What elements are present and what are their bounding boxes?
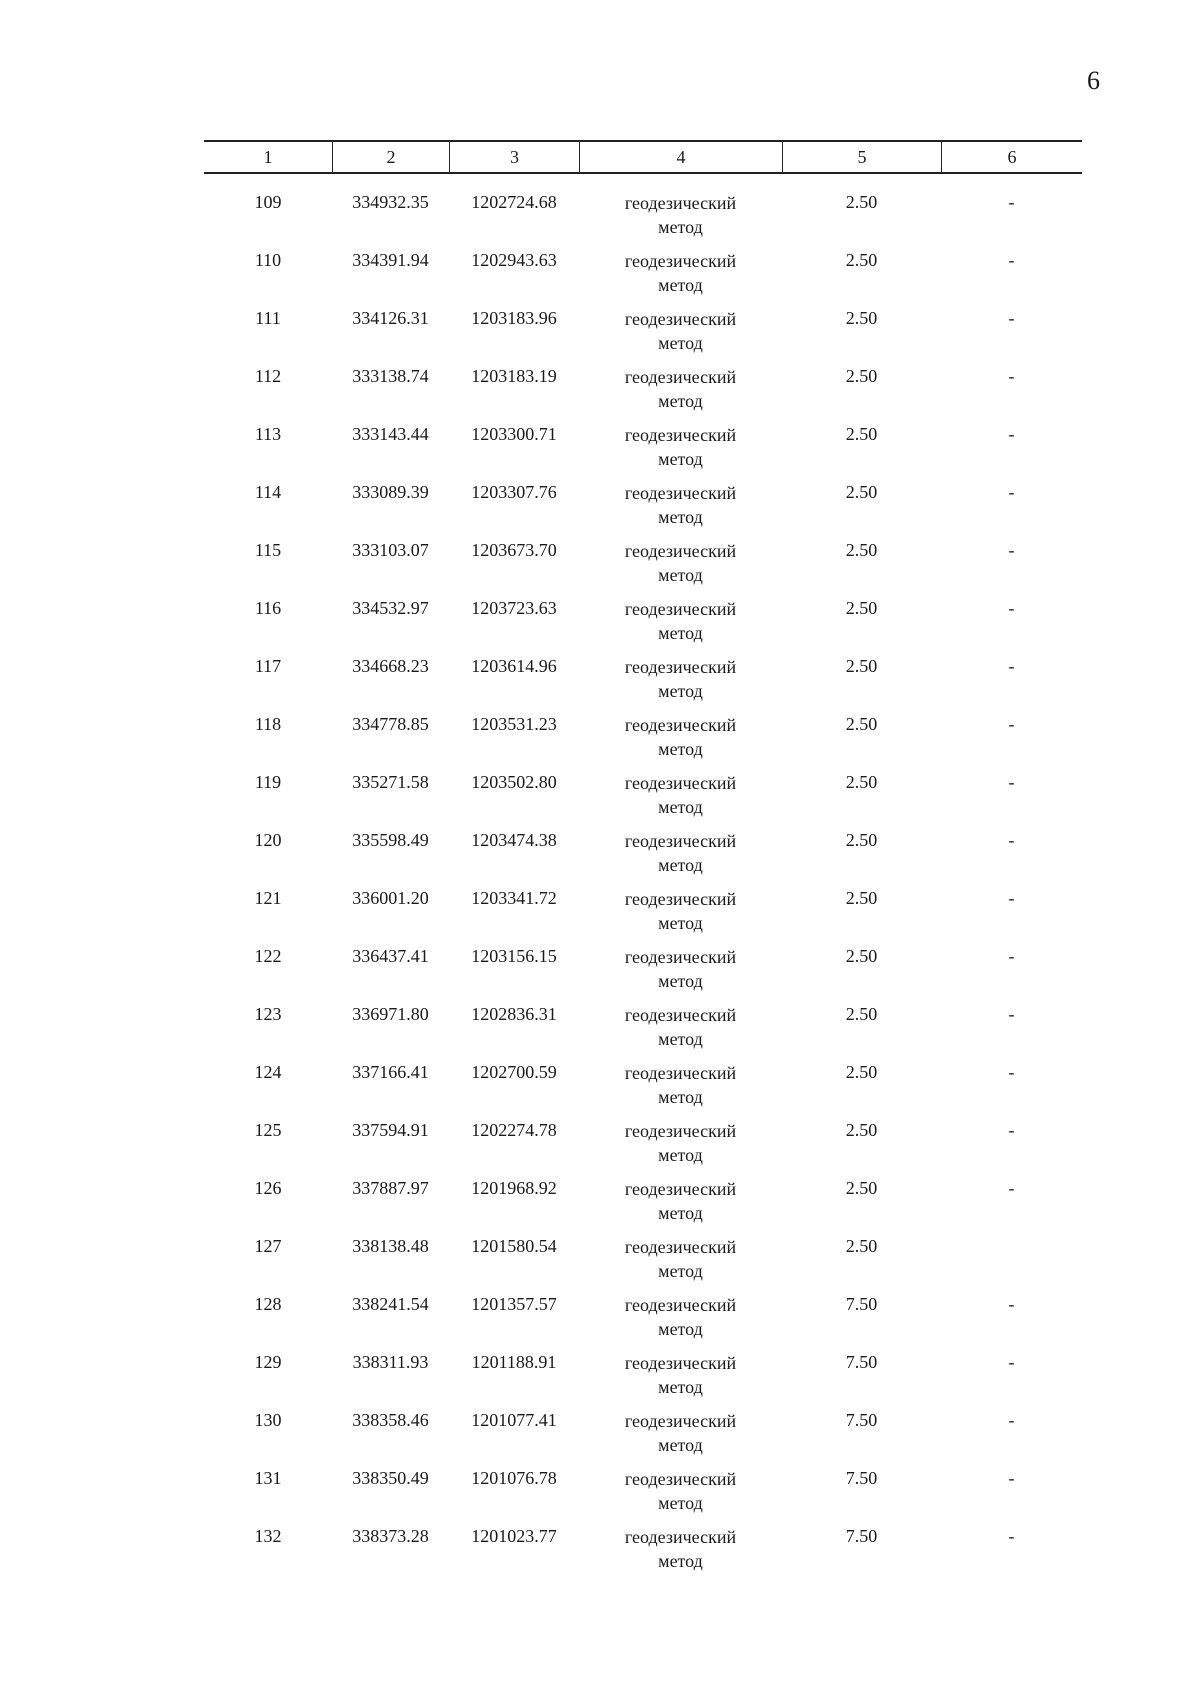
method-line-1: геодезический: [624, 947, 737, 967]
note-cell: -: [1008, 830, 1015, 850]
table-row: [204, 539, 1082, 597]
table-row: [204, 887, 1082, 945]
method-line-1: геодезический: [624, 193, 737, 213]
accuracy-value-cell: 2.50: [845, 888, 878, 908]
y-coordinate-cell: 1202943.63: [471, 250, 557, 270]
y-coordinate-cell: 1203723.63: [471, 598, 557, 618]
note-cell: -: [1008, 366, 1015, 386]
method-line-2: метод: [658, 971, 703, 991]
x-coordinate-cell: 338350.49: [352, 1468, 429, 1488]
point-number-cell: 124: [254, 1062, 282, 1082]
x-coordinate-cell: 333143.44: [352, 424, 429, 444]
x-coordinate-cell: 333138.74: [352, 366, 429, 386]
method-cell: [579, 1177, 782, 1235]
accuracy-value-cell: 2.50: [845, 250, 878, 270]
table-row: [204, 1235, 1082, 1293]
y-coordinate-cell: 1203307.76: [471, 482, 557, 502]
method-cell: [579, 887, 782, 945]
method-line-1: геодезический: [624, 1179, 737, 1199]
table-row: [204, 771, 1082, 829]
point-number-cell: 112: [254, 366, 282, 386]
method-cell: [579, 655, 782, 713]
y-coordinate-cell: 1202724.68: [471, 192, 557, 212]
y-coordinate-cell: 1201968.92: [471, 1178, 557, 1198]
accuracy-value-cell: 7.50: [845, 1526, 878, 1546]
table-row: [204, 829, 1082, 887]
y-coordinate-cell: 1203183.96: [471, 308, 557, 328]
y-coordinate-cell: 1202274.78: [471, 1120, 557, 1140]
table-row: [204, 1351, 1082, 1409]
method-line-1: геодезический: [624, 1121, 737, 1141]
table-row: [204, 1409, 1082, 1467]
x-coordinate-cell: 338241.54: [352, 1294, 429, 1314]
method-line-1: геодезический: [624, 251, 737, 271]
y-coordinate-cell: 1203474.38: [471, 830, 557, 850]
note-cell: -: [1008, 308, 1015, 328]
note-cell: -: [1008, 482, 1015, 502]
method-line-1: геодезический: [624, 1469, 737, 1489]
method-cell: [579, 307, 782, 365]
x-coordinate-cell: 335271.58: [352, 772, 429, 792]
note-cell: -: [1008, 1526, 1015, 1546]
column-header-5: 5: [782, 142, 941, 172]
y-coordinate-cell: 1201076.78: [471, 1468, 557, 1488]
point-number-cell: 126: [254, 1178, 282, 1198]
accuracy-value-cell: 7.50: [845, 1410, 878, 1430]
table-row: [204, 365, 1082, 423]
table-row: [204, 1467, 1082, 1525]
method-line-2: метод: [658, 855, 703, 875]
method-line-2: метод: [658, 1435, 703, 1455]
y-coordinate-cell: 1201357.57: [471, 1294, 557, 1314]
column-header-3: 3: [449, 142, 579, 172]
method-line-1: геодезический: [624, 541, 737, 561]
note-cell: -: [1008, 1120, 1015, 1140]
note-cell: -: [1008, 1410, 1015, 1430]
table-row: [204, 945, 1082, 1003]
method-cell: [579, 597, 782, 655]
note-cell: -: [1008, 1178, 1015, 1198]
y-coordinate-cell: 1203156.15: [471, 946, 557, 966]
method-line-1: геодезический: [624, 1353, 737, 1373]
table-row: [204, 1061, 1082, 1119]
method-line-1: геодезический: [624, 1005, 737, 1025]
y-coordinate-cell: 1203614.96: [471, 656, 557, 676]
x-coordinate-cell: 333103.07: [352, 540, 429, 560]
method-line-1: геодезический: [624, 367, 737, 387]
point-number-cell: 116: [254, 598, 282, 618]
column-header-2: 2: [332, 142, 449, 172]
table-row: [204, 481, 1082, 539]
accuracy-value-cell: 2.50: [845, 540, 878, 560]
method-line-2: метод: [658, 565, 703, 585]
x-coordinate-cell: 336437.41: [352, 946, 429, 966]
accuracy-value-cell: 2.50: [845, 830, 878, 850]
method-line-2: метод: [658, 1203, 703, 1223]
accuracy-value-cell: 2.50: [845, 1236, 878, 1256]
point-number-cell: 115: [254, 540, 282, 560]
y-coordinate-cell: 1202700.59: [471, 1062, 557, 1082]
y-coordinate-cell: 1202836.31: [471, 1004, 557, 1024]
method-line-1: геодезический: [624, 599, 737, 619]
accuracy-value-cell: 2.50: [845, 714, 878, 734]
x-coordinate-cell: 335598.49: [352, 830, 429, 850]
method-line-1: геодезический: [624, 309, 737, 329]
method-line-2: метод: [658, 1551, 703, 1571]
method-line-1: геодезический: [624, 715, 737, 735]
x-coordinate-cell: 338358.46: [352, 1410, 429, 1430]
method-line-1: геодезический: [624, 831, 737, 851]
table-row: [204, 713, 1082, 771]
method-line-2: метод: [658, 391, 703, 411]
note-cell: -: [1008, 1004, 1015, 1024]
table-row: [204, 191, 1082, 249]
method-cell: [579, 829, 782, 887]
y-coordinate-cell: 1203300.71: [471, 424, 557, 444]
accuracy-value-cell: 2.50: [845, 192, 878, 212]
method-line-1: геодезический: [624, 1295, 737, 1315]
point-number-cell: 125: [254, 1120, 282, 1140]
x-coordinate-cell: 336001.20: [352, 888, 429, 908]
accuracy-value-cell: 2.50: [845, 1178, 878, 1198]
y-coordinate-cell: 1203183.19: [471, 366, 557, 386]
method-cell: [579, 1293, 782, 1351]
x-coordinate-cell: 334668.23: [352, 656, 429, 676]
y-coordinate-cell: 1203502.80: [471, 772, 557, 792]
accuracy-value-cell: 2.50: [845, 482, 878, 502]
point-number-cell: 128: [254, 1294, 282, 1314]
method-line-1: геодезический: [624, 1411, 737, 1431]
page-number: 6: [1087, 66, 1100, 95]
x-coordinate-cell: 337166.41: [352, 1062, 429, 1082]
x-coordinate-cell: 334391.94: [352, 250, 429, 270]
method-line-2: метод: [658, 913, 703, 933]
note-cell: -: [1008, 1062, 1015, 1082]
method-line-1: геодезический: [624, 1527, 737, 1547]
point-number-cell: 114: [254, 482, 282, 502]
x-coordinate-cell: 334126.31: [352, 308, 429, 328]
accuracy-value-cell: 2.50: [845, 946, 878, 966]
method-line-2: метод: [658, 623, 703, 643]
method-cell: [579, 713, 782, 771]
y-coordinate-cell: 1203531.23: [471, 714, 557, 734]
column-header-4: 4: [579, 142, 782, 172]
method-cell: [579, 1351, 782, 1409]
note-cell: -: [1008, 540, 1015, 560]
method-line-2: метод: [658, 449, 703, 469]
note-cell: -: [1008, 250, 1015, 270]
method-cell: [579, 539, 782, 597]
method-cell: [579, 945, 782, 1003]
method-cell: [579, 1467, 782, 1525]
table-row: [204, 1119, 1082, 1177]
table-row: [204, 423, 1082, 481]
method-line-1: геодезический: [624, 773, 737, 793]
x-coordinate-cell: 338138.48: [352, 1236, 429, 1256]
method-line-2: метод: [658, 1261, 703, 1281]
column-header-6: 6: [941, 142, 1082, 172]
point-number-cell: 111: [255, 308, 281, 328]
x-coordinate-cell: 338311.93: [352, 1352, 429, 1372]
x-coordinate-cell: 337594.91: [352, 1120, 429, 1140]
x-coordinate-cell: 334778.85: [352, 714, 429, 734]
method-cell: [579, 1525, 782, 1583]
point-number-cell: 117: [254, 656, 282, 676]
method-cell: [579, 1003, 782, 1061]
point-number-cell: 113: [254, 424, 282, 444]
method-cell: [579, 423, 782, 481]
accuracy-value-cell: 7.50: [845, 1352, 878, 1372]
point-number-cell: 120: [254, 830, 282, 850]
note-cell: -: [1008, 1352, 1015, 1372]
note-cell: -: [1008, 1294, 1015, 1314]
method-line-2: метод: [658, 507, 703, 527]
method-cell: [579, 481, 782, 539]
method-cell: [579, 1235, 782, 1293]
y-coordinate-cell: 1201077.41: [471, 1410, 557, 1430]
point-number-cell: 132: [254, 1526, 282, 1546]
method-line-1: геодезический: [624, 1063, 737, 1083]
method-line-2: метод: [658, 1029, 703, 1049]
point-number-cell: 119: [254, 772, 282, 792]
method-line-2: метод: [658, 1087, 703, 1107]
note-cell: [941, 1235, 1082, 1293]
accuracy-value-cell: 2.50: [845, 772, 878, 792]
accuracy-value-cell: 7.50: [845, 1294, 878, 1314]
x-coordinate-cell: 334932.35: [352, 192, 429, 212]
x-coordinate-cell: 337887.97: [352, 1178, 429, 1198]
note-cell: -: [1008, 772, 1015, 792]
method-cell: [579, 1061, 782, 1119]
accuracy-value-cell: 2.50: [845, 1062, 878, 1082]
method-line-2: метод: [658, 333, 703, 353]
accuracy-value-cell: 2.50: [845, 366, 878, 386]
method-line-1: геодезический: [624, 1237, 737, 1257]
method-line-2: метод: [658, 1145, 703, 1165]
table-header-row: [204, 140, 1082, 174]
note-cell: -: [1008, 888, 1015, 908]
note-cell: -: [1008, 656, 1015, 676]
x-coordinate-cell: 338373.28: [352, 1526, 429, 1546]
x-coordinate-cell: 333089.39: [352, 482, 429, 502]
table-row: [204, 1177, 1082, 1235]
method-cell: [579, 1409, 782, 1467]
y-coordinate-cell: 1203673.70: [471, 540, 557, 560]
point-number-cell: 129: [254, 1352, 282, 1372]
point-number-cell: 121: [254, 888, 282, 908]
column-header-1: 1: [263, 147, 273, 167]
table-row: [204, 655, 1082, 713]
method-line-1: геодезический: [624, 425, 737, 445]
method-line-2: метод: [658, 797, 703, 817]
table-row: [204, 1003, 1082, 1061]
point-number-cell: 109: [254, 192, 282, 212]
note-cell: -: [1008, 598, 1015, 618]
accuracy-value-cell: 7.50: [845, 1468, 878, 1488]
method-line-2: метод: [658, 681, 703, 701]
method-line-1: геодезический: [624, 657, 737, 677]
method-cell: [579, 771, 782, 829]
method-line-2: метод: [658, 739, 703, 759]
table-row: [204, 597, 1082, 655]
accuracy-value-cell: 2.50: [845, 424, 878, 444]
note-cell: -: [1008, 714, 1015, 734]
note-cell: -: [1008, 192, 1015, 212]
point-number-cell: 130: [254, 1410, 282, 1430]
y-coordinate-cell: 1201188.91: [471, 1352, 557, 1372]
method-cell: [579, 249, 782, 307]
accuracy-value-cell: 2.50: [845, 656, 878, 676]
method-line-1: геодезический: [624, 889, 737, 909]
method-cell: [579, 191, 782, 249]
method-cell: [579, 1119, 782, 1177]
point-number-cell: 131: [254, 1468, 282, 1488]
y-coordinate-cell: 1201580.54: [471, 1236, 557, 1256]
table-row: [204, 1525, 1082, 1583]
method-cell: [579, 365, 782, 423]
note-cell: -: [1008, 424, 1015, 444]
point-number-cell: 123: [254, 1004, 282, 1024]
y-coordinate-cell: 1201023.77: [471, 1526, 557, 1546]
method-line-1: геодезический: [624, 483, 737, 503]
coordinates-table: [204, 140, 1082, 1583]
method-line-2: метод: [658, 1493, 703, 1513]
point-number-cell: 118: [254, 714, 282, 734]
method-line-2: метод: [658, 1319, 703, 1339]
point-number-cell: 127: [254, 1236, 282, 1256]
point-number-cell: 110: [254, 250, 282, 270]
method-line-2: метод: [658, 275, 703, 295]
accuracy-value-cell: 2.50: [845, 1120, 878, 1140]
x-coordinate-cell: 334532.97: [352, 598, 429, 618]
table-row: [204, 249, 1082, 307]
table-row: [204, 1293, 1082, 1351]
point-number-cell: 122: [254, 946, 282, 966]
accuracy-value-cell: 2.50: [845, 308, 878, 328]
table-row: [204, 307, 1082, 365]
method-line-2: метод: [658, 217, 703, 237]
method-line-2: метод: [658, 1377, 703, 1397]
x-coordinate-cell: 336971.80: [352, 1004, 429, 1024]
note-cell: -: [1008, 1468, 1015, 1488]
accuracy-value-cell: 2.50: [845, 598, 878, 618]
note-cell: -: [1008, 946, 1015, 966]
table-body: [204, 191, 1082, 1583]
accuracy-value-cell: 2.50: [845, 1004, 878, 1024]
y-coordinate-cell: 1203341.72: [471, 888, 557, 908]
